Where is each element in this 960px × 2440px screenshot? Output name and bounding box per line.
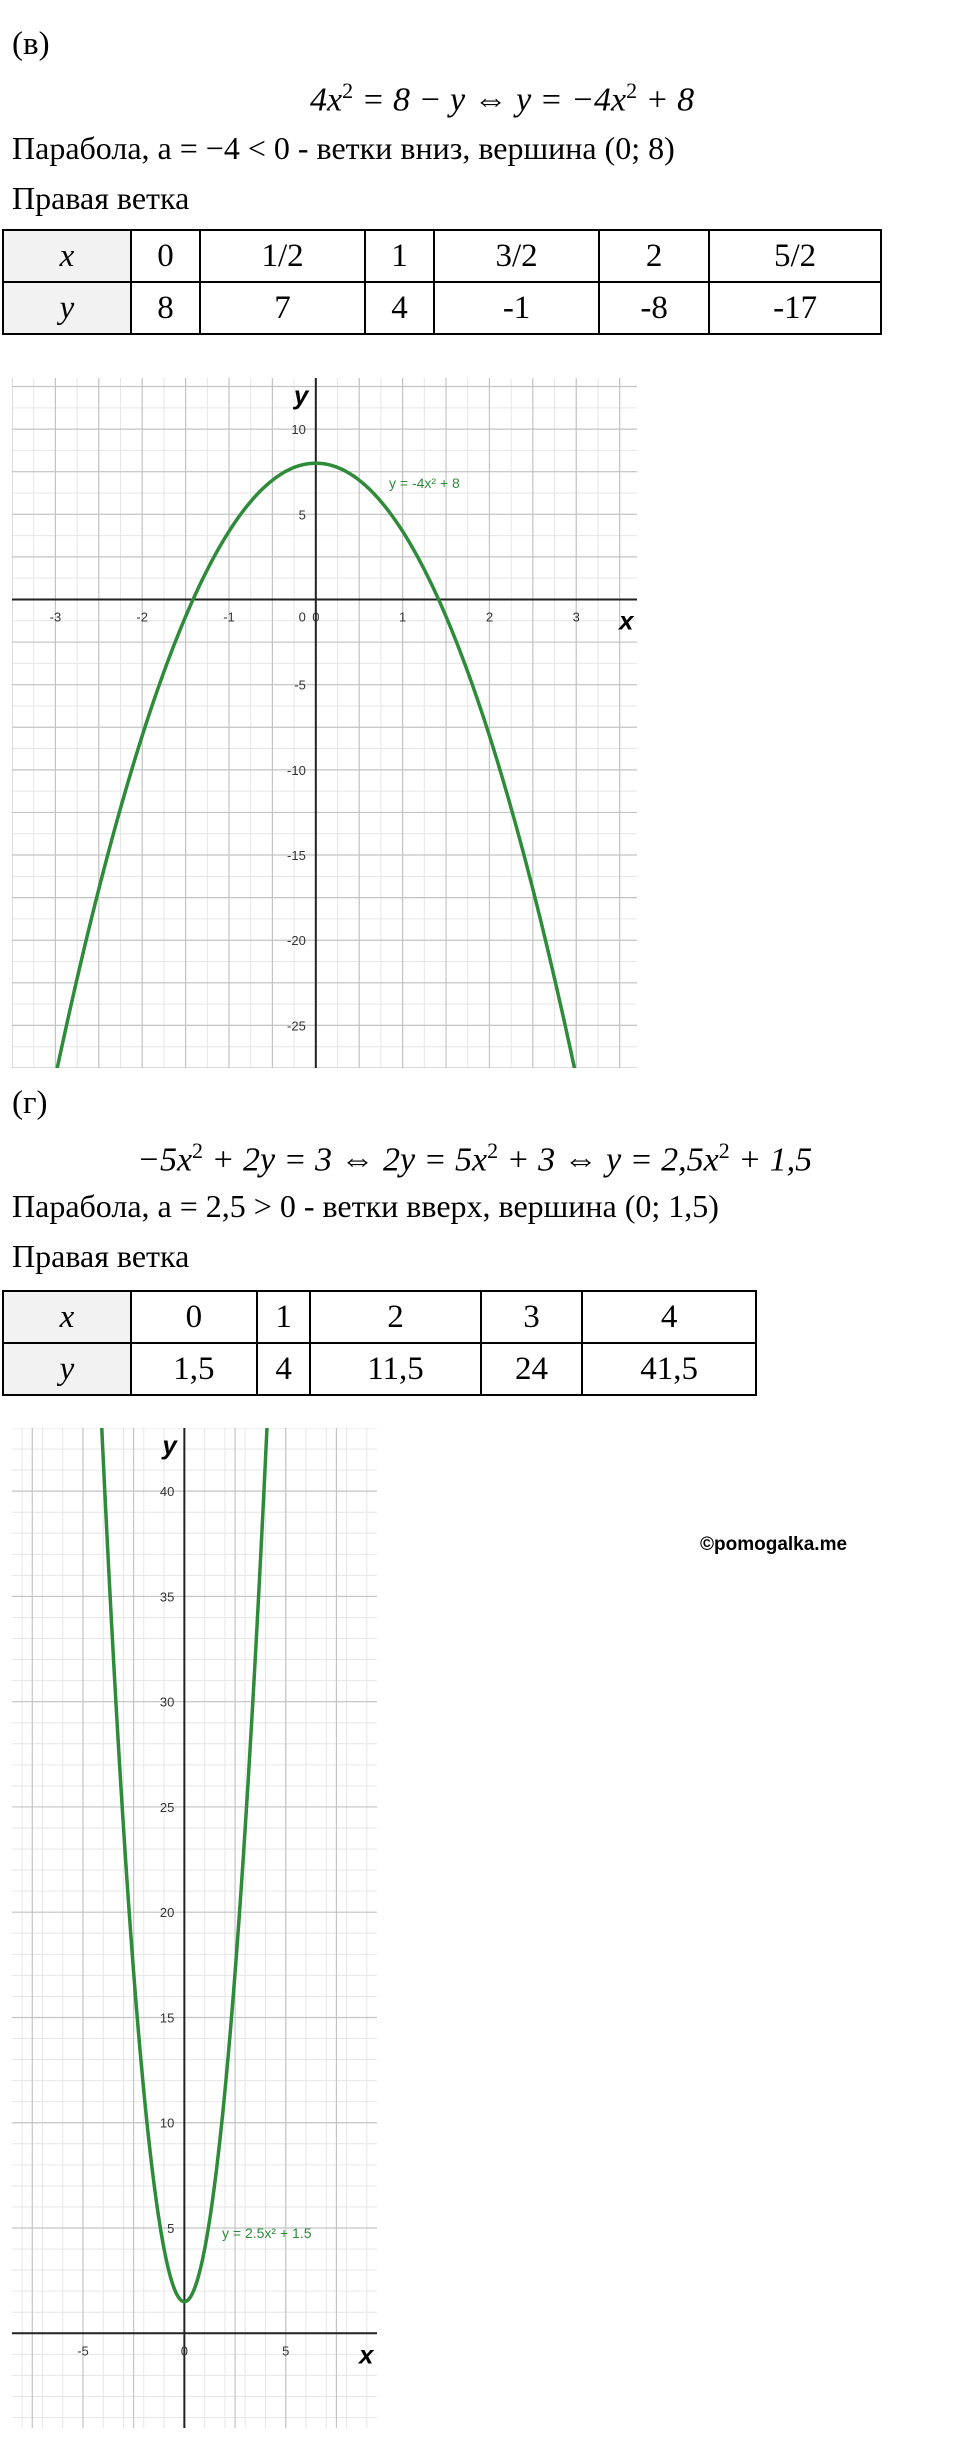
table-header-x: x — [3, 1291, 131, 1343]
table-cell: 1/2 — [200, 230, 365, 282]
equation-part: + 1,5 — [729, 1141, 813, 1179]
y-tick-label: 5 — [298, 507, 306, 523]
table-cell: -8 — [599, 282, 709, 334]
section-v-value-table — [2, 229, 882, 335]
series-label: y = 2.5x² + 1.5 — [222, 2225, 312, 2241]
origin-label: 0 — [298, 609, 306, 625]
table-cell: 24 — [481, 1343, 583, 1395]
watermark: ©pomogalka.me — [700, 1534, 848, 1555]
y-tick-label: -5 — [294, 677, 306, 693]
section-v-description: Парабола, a = −4 < 0 - ветки вниз, вершина (0; 8) — [12, 130, 675, 166]
table-cell: 0 — [131, 1291, 257, 1343]
y-tick-label: -10 — [287, 762, 306, 778]
y-tick-label: -15 — [287, 848, 306, 864]
table-cell: 4 — [257, 1343, 311, 1395]
equation-part: = 8 − y ⇔ y = −4x — [353, 81, 627, 119]
table-cell: -17 — [709, 282, 881, 334]
equation-part: + 2y = 3 ⇔ 2y = 5x — [203, 1141, 488, 1179]
table-cell: 4 — [365, 282, 434, 334]
y-axis-label: y — [162, 1430, 177, 1460]
y-tick-label: 15 — [159, 2010, 175, 2026]
exponent: 2 — [192, 1138, 204, 1163]
table-cell: 1 — [257, 1291, 311, 1343]
exponent: 2 — [342, 78, 354, 103]
x-tick-label: 0 — [312, 609, 320, 625]
table-header-y: y — [3, 282, 131, 334]
table-cell: 3 — [481, 1291, 583, 1343]
table-cell: 0 — [131, 230, 200, 282]
x-tick-label: 1 — [399, 609, 407, 625]
y-axis-label: y — [293, 380, 309, 410]
table-cell: 4 — [582, 1291, 756, 1343]
equation-part: + 3 ⇔ y = 2,5x — [498, 1141, 719, 1179]
y-tick-label: -20 — [287, 933, 306, 949]
table-cell: 5/2 — [709, 230, 881, 282]
y-tick-label: 25 — [159, 1799, 175, 1815]
table-header-y: y — [3, 1343, 131, 1395]
table-cell: 8 — [131, 282, 200, 334]
x-tick-label: -5 — [77, 2343, 89, 2359]
table-cell: 1 — [365, 230, 434, 282]
y-tick-label: 10 — [159, 2115, 175, 2131]
table-header-x: x — [3, 230, 131, 282]
x-tick-label: 5 — [282, 2343, 290, 2359]
y-tick-label: 10 — [291, 422, 306, 438]
x-axis-label: x — [359, 2339, 374, 2370]
section-g-branch-label: Правая ветка — [12, 1238, 190, 1274]
x-axis-label: x — [619, 605, 634, 636]
x-tick-label: -2 — [136, 609, 148, 625]
table-cell: 11,5 — [310, 1343, 480, 1395]
series-label: y = -4x² + 8 — [389, 475, 460, 491]
y-tick-label: 5 — [167, 2221, 175, 2236]
table-cell: 1,5 — [131, 1343, 257, 1395]
table-row — [3, 230, 881, 282]
table-cell: 2 — [310, 1291, 480, 1343]
section-v-equation — [310, 78, 694, 119]
parabola-chart-up — [12, 1428, 377, 2428]
parabola-curve — [12, 1428, 377, 2302]
table-cell: 7 — [200, 282, 365, 334]
y-tick-label: 35 — [159, 1589, 175, 1605]
equation-part: 4x — [310, 81, 343, 119]
parabola-curve — [12, 463, 637, 1068]
section-g-description: Парабола, a = 2,5 > 0 - ветки вверх, вершина (0; 1,5) — [12, 1188, 719, 1224]
table-cell: 2 — [599, 230, 709, 282]
exponent: 2 — [626, 78, 638, 103]
section-g-label: (г) — [12, 1085, 48, 1121]
equation-part: + 8 — [637, 81, 695, 119]
y-tick-label: -25 — [287, 1018, 306, 1034]
table-cell: 41,5 — [582, 1343, 756, 1395]
equation-part: −5x — [137, 1141, 193, 1179]
exponent: 2 — [487, 1138, 499, 1163]
parabola-chart-down — [12, 378, 637, 1068]
x-tick-label: 3 — [572, 609, 580, 625]
x-tick-label: 0 — [180, 2343, 188, 2359]
table-row — [3, 282, 881, 334]
y-tick-label: 30 — [159, 1694, 175, 1710]
x-tick-label: -3 — [49, 609, 62, 625]
table-cell: 3/2 — [434, 230, 599, 282]
y-tick-label: 20 — [159, 1905, 175, 1921]
x-tick-label: 2 — [485, 609, 494, 625]
x-tick-label: -1 — [223, 609, 235, 625]
table-row — [3, 1291, 756, 1343]
section-v-label: (в) — [12, 26, 50, 62]
section-g-value-table — [2, 1290, 757, 1396]
section-g-equation — [137, 1138, 812, 1179]
y-tick-label: 40 — [159, 1484, 175, 1500]
exponent: 2 — [718, 1138, 730, 1163]
table-cell: -1 — [434, 282, 599, 334]
section-v-branch-label: Правая ветка — [12, 180, 190, 216]
table-row — [3, 1343, 756, 1395]
